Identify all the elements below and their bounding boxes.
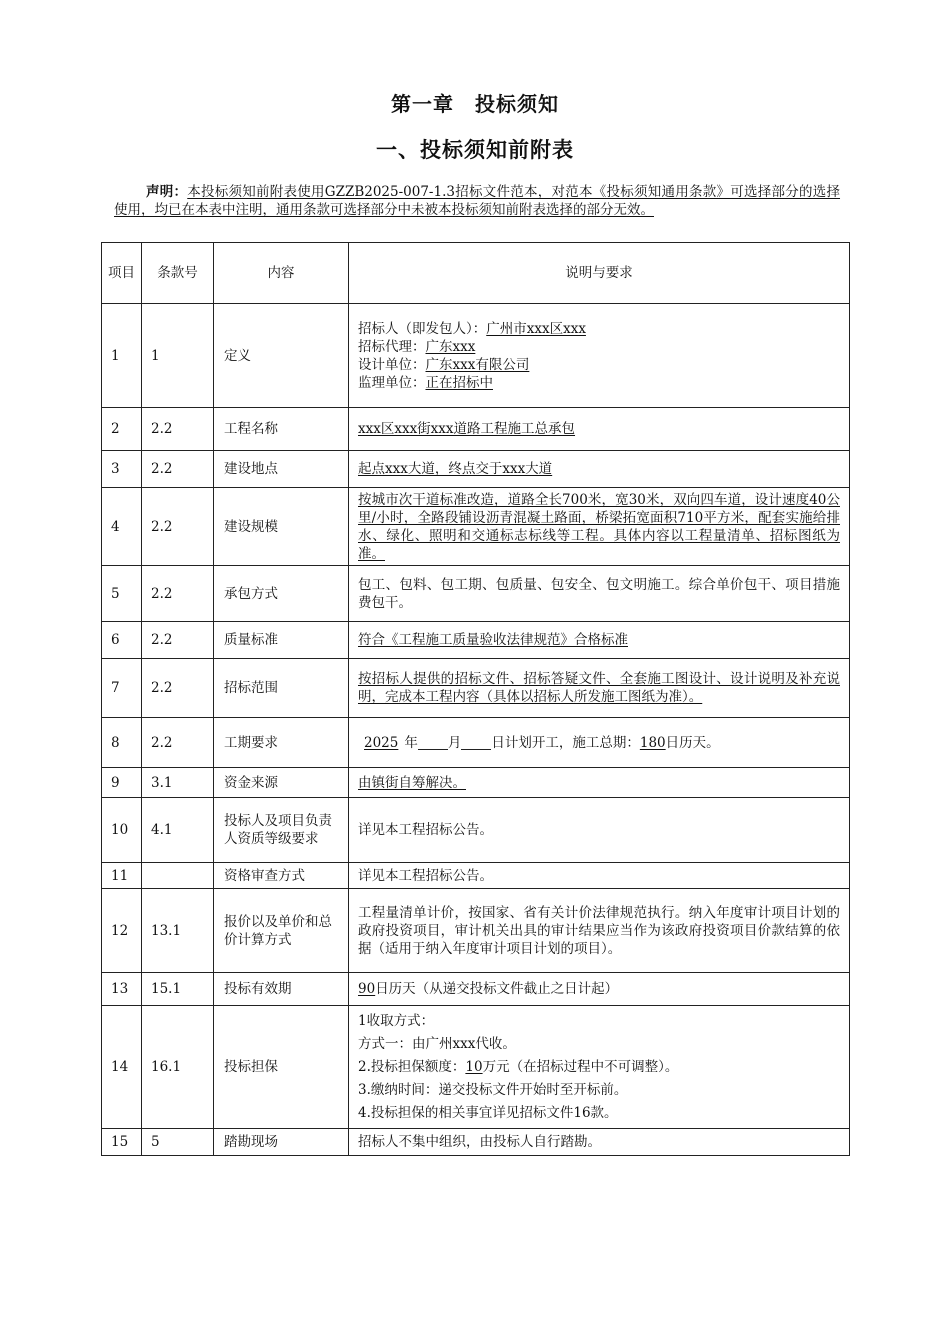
validity-suffix: 日历天（从递交投标文件截止之日计起） [375, 981, 619, 997]
row-desc [349, 488, 850, 566]
row-desc [349, 659, 850, 718]
declaration-paragraph [114, 183, 840, 219]
line-value: 正在招标中 [425, 374, 493, 391]
chapter-title: 第一章 投标须知 [391, 92, 559, 116]
row-no: 12 [102, 889, 142, 973]
guarantee-amount: 10 [465, 1058, 483, 1075]
desc-text: 详见本工程招标公告。 [358, 822, 493, 838]
table-row [102, 566, 850, 622]
row-content: 定义 [214, 304, 349, 408]
table-row [102, 798, 850, 863]
year-suffix: 年 [404, 734, 418, 751]
row-desc [349, 1006, 850, 1129]
header-content: 内容 [214, 243, 349, 304]
table-row [102, 768, 850, 798]
row-clause: 3.1 [142, 768, 214, 798]
row-clause: 13.1 [142, 889, 214, 973]
declaration-label: 声明： [146, 184, 188, 200]
desc-text: 按招标人提供的招标文件、招标答疑文件、全套施工图设计、设计说明及补充说明，完成本工程内容（具体以招标人所发施工图纸为准）。 [358, 671, 840, 705]
day-text: 日计划开工，施工总期： [491, 734, 640, 751]
table-row [102, 973, 850, 1006]
guarantee-line: 4.投标担保的相关事宜详见招标文件16款。 [358, 1104, 618, 1121]
table-header-row [102, 243, 850, 304]
row-content: 建设规模 [214, 488, 349, 566]
row-no: 15 [102, 1129, 142, 1156]
desc-text: 按城市次干道标准改造，道路全长700米，宽30米，双向四车道，设计速度40公里/小时，全路段铺设沥青混凝土路面，桥梁拓宽面积710平方米，配套实施给排水、绿化、照明和交通标志标线等工程。具体内容以工程量清单、招标图纸为准。 [358, 491, 840, 562]
line-label: 招标人（即发包人）： [358, 320, 487, 337]
month-suffix: 月 [447, 734, 462, 751]
line-value: 广州市xxx区xxx [486, 320, 586, 337]
line-value: 广东xxx [425, 338, 476, 355]
row-clause: 2.2 [142, 408, 214, 451]
desc-line [358, 374, 840, 392]
row-no: 13 [102, 973, 142, 1006]
row-no: 4 [102, 488, 142, 566]
row-clause: 2.2 [142, 622, 214, 659]
row-desc [349, 768, 850, 798]
table-row [102, 889, 850, 973]
desc-text: 详见本工程招标公告。 [358, 867, 493, 884]
row-desc [349, 863, 850, 889]
start-year: 2025 [364, 734, 399, 751]
header-desc: 说明与要求 [349, 243, 850, 304]
guarantee-amount-label: 2.投标担保额度： [358, 1058, 466, 1075]
row-content: 报价以及单价和总价计算方式 [214, 889, 349, 973]
validity-days: 90 [358, 981, 376, 997]
row-content: 承包方式 [214, 566, 349, 622]
row-clause: 2.2 [142, 451, 214, 488]
guarantee-amount-suffix: 万元（在招标过程中不可调整）。 [482, 1058, 679, 1075]
row-no: 11 [102, 863, 142, 889]
desc-line [358, 356, 840, 374]
row-content: 投标担保 [214, 1006, 349, 1129]
row-desc [349, 973, 850, 1006]
row-content: 建设地点 [214, 451, 349, 488]
row-clause: 2.2 [142, 718, 214, 768]
front-table [101, 242, 850, 1156]
row-desc [349, 451, 850, 488]
row-desc [349, 798, 850, 863]
line-label: 监理单位： [358, 374, 426, 391]
total-days: 180 [639, 734, 666, 751]
line-label: 设计单位： [358, 356, 426, 373]
row-content: 投标人及项目负责人资质等级要求 [214, 798, 349, 863]
row-no: 5 [102, 566, 142, 622]
desc-text: xxx区xxx街xxx道路工程施工总承包 [358, 421, 576, 437]
desc-text: 起点xxx大道，终点交于xxx大道 [358, 461, 553, 477]
desc-text: 包工、包料、包工期、包质量、包安全、包文明施工。综合单价包干、项目措施费包干。 [358, 576, 840, 611]
row-no: 10 [102, 798, 142, 863]
desc-text: 由镇街自筹解决。 [358, 774, 466, 791]
row-clause: 1 [142, 304, 214, 408]
row-desc [349, 408, 850, 451]
row-no: 1 [102, 304, 142, 408]
row-no: 9 [102, 768, 142, 798]
row-clause: 15.1 [142, 973, 214, 1006]
row-desc [349, 718, 850, 768]
desc-text: 符合《工程施工质量验收法律规范》合格标准 [358, 632, 628, 648]
row-content: 踏勘现场 [214, 1129, 349, 1156]
row-clause [142, 863, 214, 889]
guarantee-line: 3.缴纳时间：递交投标文件开始时至开标前。 [358, 1081, 628, 1098]
table-row [102, 1006, 850, 1129]
row-clause: 2.2 [142, 659, 214, 718]
row-content: 工程名称 [214, 408, 349, 451]
desc-line [358, 338, 840, 356]
table-row [102, 863, 850, 889]
days-suffix: 日历天。 [665, 734, 720, 751]
row-no: 14 [102, 1006, 142, 1129]
row-desc [349, 622, 850, 659]
row-clause: 4.1 [142, 798, 214, 863]
table-row [102, 659, 850, 718]
row-desc [349, 304, 850, 408]
row-content: 资金来源 [214, 768, 349, 798]
header-clause: 条款号 [142, 243, 214, 304]
row-desc [349, 889, 850, 973]
header-no: 项目 [102, 243, 142, 304]
row-content: 工期要求 [214, 718, 349, 768]
table-row [102, 1129, 850, 1156]
desc-text: 招标人不集中组织，由投标人自行踏勘。 [358, 1134, 601, 1150]
table-row [102, 304, 850, 408]
row-clause: 5 [142, 1129, 214, 1156]
day-blank [461, 734, 491, 750]
guarantee-line: 方式一：由广州xxx代收。 [358, 1035, 516, 1052]
month-blank [418, 734, 448, 750]
row-content: 质量标准 [214, 622, 349, 659]
row-no: 6 [102, 622, 142, 659]
table-row [102, 718, 850, 768]
row-content: 投标有效期 [214, 973, 349, 1006]
row-no: 2 [102, 408, 142, 451]
declaration-text: 本投标须知前附表使用GZZB2025-007-1.3招标文件范本，对范本《投标须知通用条款》可选择部分的选择使用，均已在本表中注明，通用条款可选择部分中未被本投标须知前附表选择的部分无效。 [114, 184, 841, 218]
section-title: 一、投标须知前附表 [376, 138, 574, 162]
row-no: 7 [102, 659, 142, 718]
guarantee-line: 1收取方式： [358, 1012, 435, 1029]
table-row [102, 451, 850, 488]
row-clause: 2.2 [142, 566, 214, 622]
row-desc [349, 566, 850, 622]
row-no: 3 [102, 451, 142, 488]
row-no: 8 [102, 718, 142, 768]
table-row [102, 622, 850, 659]
row-clause: 2.2 [142, 488, 214, 566]
desc-line [358, 320, 840, 338]
row-content: 资格审查方式 [214, 863, 349, 889]
table-row [102, 408, 850, 451]
table-row [102, 488, 850, 566]
desc-text: 工程量清单计价，按国家、省有关计价法律规范执行。纳入年度审计项目计划的政府投资项目，审计机关出具的审计结果应当作为该政府投资项目价款结算的依据（适用于纳入年度审计项目计划的项目）。 [358, 904, 840, 957]
row-clause: 16.1 [142, 1006, 214, 1129]
line-value: 广东xxx有限公司 [425, 356, 530, 373]
line-label: 招标代理： [358, 338, 426, 355]
guarantee-line [358, 1056, 840, 1079]
row-content: 招标范围 [214, 659, 349, 718]
row-desc [349, 1129, 850, 1156]
